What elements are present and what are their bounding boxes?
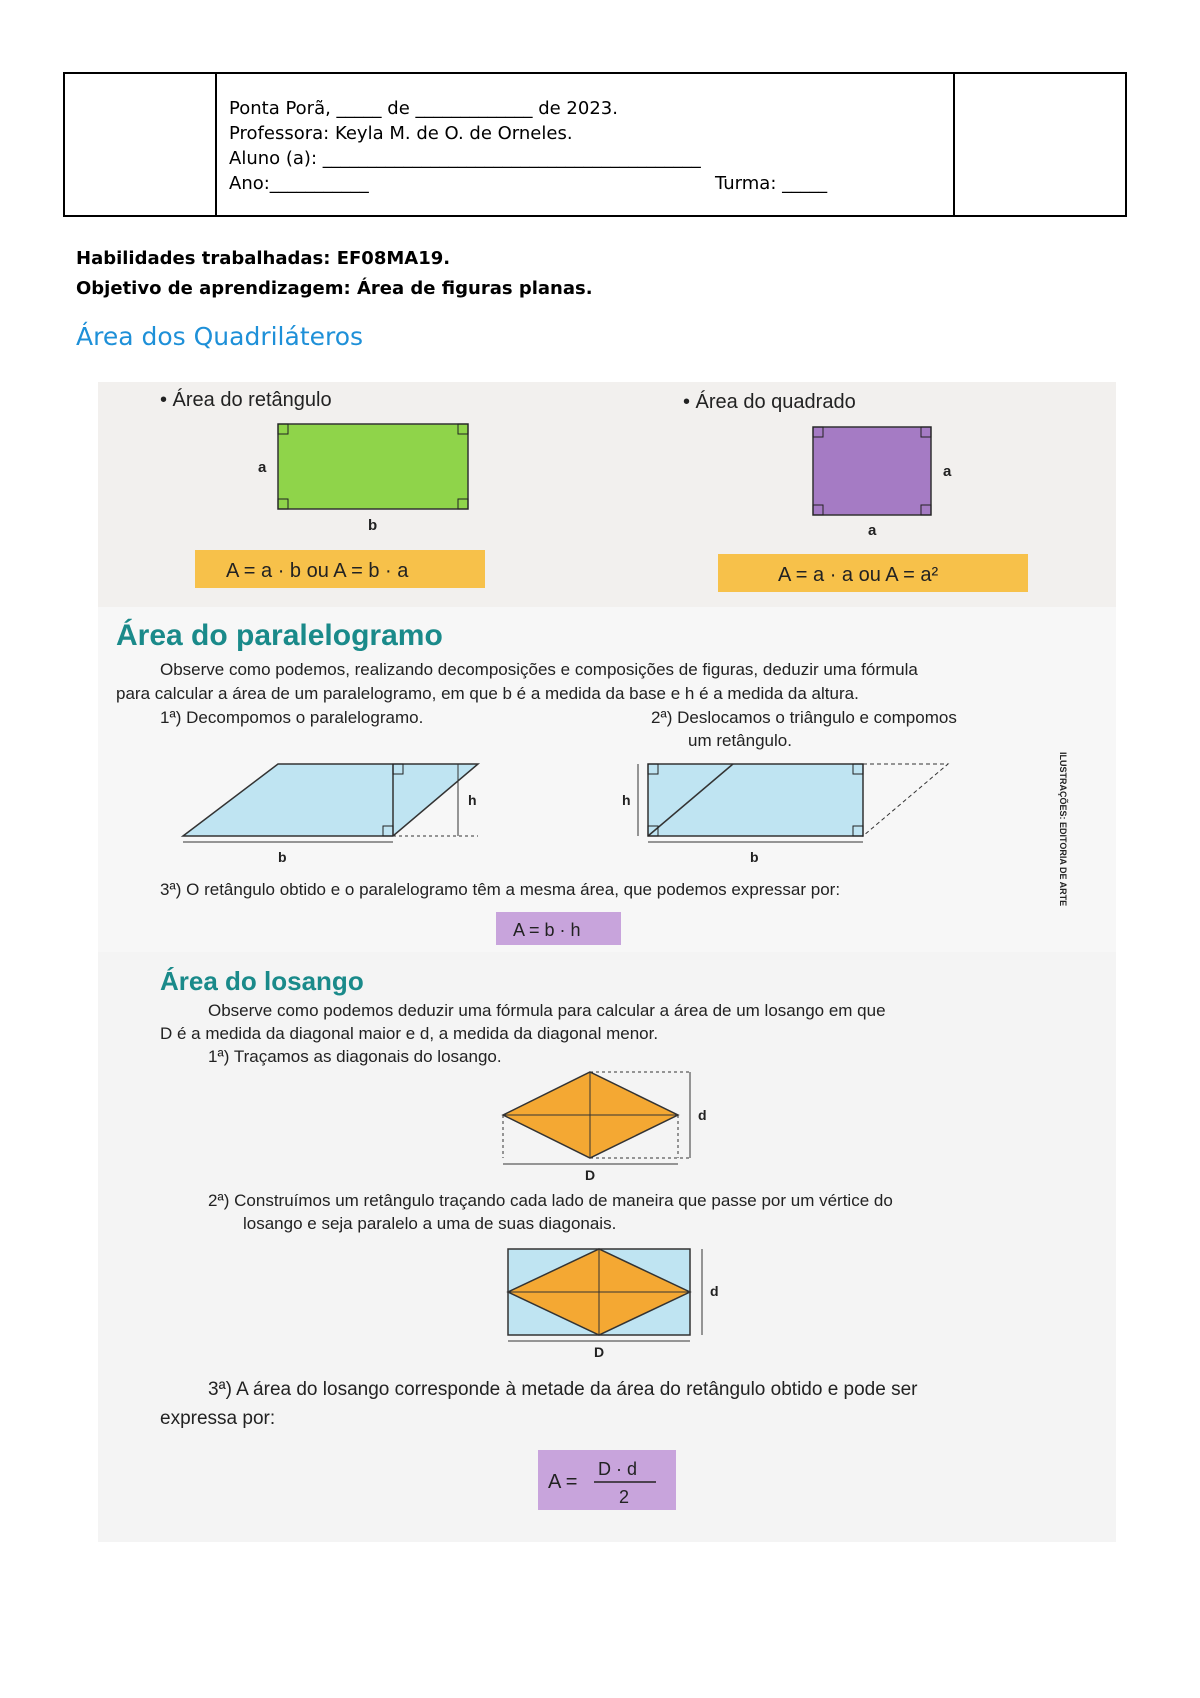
rhombus-label-D: D — [585, 1167, 596, 1183]
parallelogram-label-h: h — [468, 792, 477, 808]
header-right-cell — [953, 74, 1125, 215]
rect-label-a: a — [258, 459, 267, 476]
rect-label-b: b — [368, 517, 378, 534]
textbook-page — [98, 382, 1116, 1542]
rhombus-step-3a: 3ª) A área do losango corresponde à metade da área do retângulo obtido e pode ser — [208, 1379, 918, 1400]
rhombus-step-2b: losango e seja paralelo a uma de suas diagonais. — [243, 1214, 617, 1233]
header-date-line: Ponta Porã, _____ de _____________ de 2023. — [229, 98, 618, 119]
square-label-a-bottom: a — [868, 522, 877, 539]
rhombus-intro-2: D é a medida da diagonal maior e d, a medida da diagonal menor. — [160, 1024, 659, 1043]
rhombus-formula-denominator: 2 — [619, 1487, 630, 1507]
rectangle-label-D: D — [594, 1344, 605, 1360]
skills-line: Habilidades trabalhadas: EF08MA19. — [76, 248, 451, 269]
rect-heading: • Área do retângulo — [160, 389, 332, 411]
square-figure — [813, 427, 931, 515]
parallelogram-intro-2: para calcular a área de um paralelogramo, em que b é a medida da base e h é a medida da altura. — [116, 684, 859, 703]
header-class: Turma: _____ — [715, 173, 828, 194]
objective-line: Objetivo de aprendizagem: Área de figuras planas. — [76, 278, 593, 299]
parallelogram-step-2b: um retângulo. — [688, 731, 792, 750]
rhombus-intro-1: Observe como podemos deduzir uma fórmula para calcular a área de um losango em que — [208, 1001, 886, 1020]
rectangle-label-d: d — [710, 1283, 719, 1299]
page-title: Área dos Quadriláteros — [76, 322, 364, 351]
illustrations-credit: ILUSTRAÇÕES: EDITORIA DE ARTE — [1058, 752, 1068, 907]
parallelogram-step-3: 3ª) O retângulo obtido e o paralelogramo têm a mesma área, que podemos expressar por: — [160, 880, 841, 899]
rhombus-step-3b: expressa por: — [160, 1408, 276, 1429]
rectangle-label-h: h — [622, 792, 631, 808]
rhombus-label-d: d — [698, 1107, 707, 1123]
header-table — [63, 72, 1127, 217]
parallelogram-step-2a: 2ª) Deslocamos o triângulo e compomos — [651, 708, 957, 727]
parallelogram-formula: A = b · h — [513, 920, 581, 940]
rhombus-step-1: 1ª) Traçamos as diagonais do losango. — [208, 1047, 502, 1066]
rhombus-formula-numerator: D · d — [598, 1459, 638, 1479]
rhombus-formula-lhs: A = — [548, 1471, 578, 1493]
header-teacher-line: Professora: Keyla M. de O. de Orneles. — [229, 123, 573, 144]
square-label-a-side: a — [943, 463, 952, 480]
header-logo-cell — [65, 74, 217, 215]
rhombus-heading: Área do losango — [160, 966, 364, 996]
parallelogram-step-1: 1ª) Decompomos o paralelogramo. — [160, 708, 424, 727]
square-heading: • Área do quadrado — [683, 391, 856, 413]
parallelogram-heading: Área do paralelogramo — [116, 619, 443, 652]
rectangle-label-b: b — [750, 849, 759, 865]
header-student-line: Aluno (a): __________________________________________ — [229, 148, 701, 169]
parallelogram-intro-1: Observe como podemos, realizando decomposições e composições de figuras, deduzir uma fórmula — [160, 660, 918, 679]
header-info-cell — [217, 74, 953, 215]
rhombus-step-2a: 2ª) Construímos um retângulo traçando cada lado de maneira que passe por um vértice do — [208, 1191, 893, 1210]
rect-formula: A = a · b ou A = b · a — [226, 560, 409, 582]
parallelogram-label-b: b — [278, 849, 287, 865]
skills-block — [76, 244, 593, 304]
header-year: Ano:___________ — [229, 173, 369, 194]
composed-rectangle — [648, 764, 863, 836]
square-formula: A = a · a ou A = a² — [778, 564, 939, 586]
header-year-class-line — [229, 171, 953, 196]
rect-figure — [278, 424, 468, 509]
